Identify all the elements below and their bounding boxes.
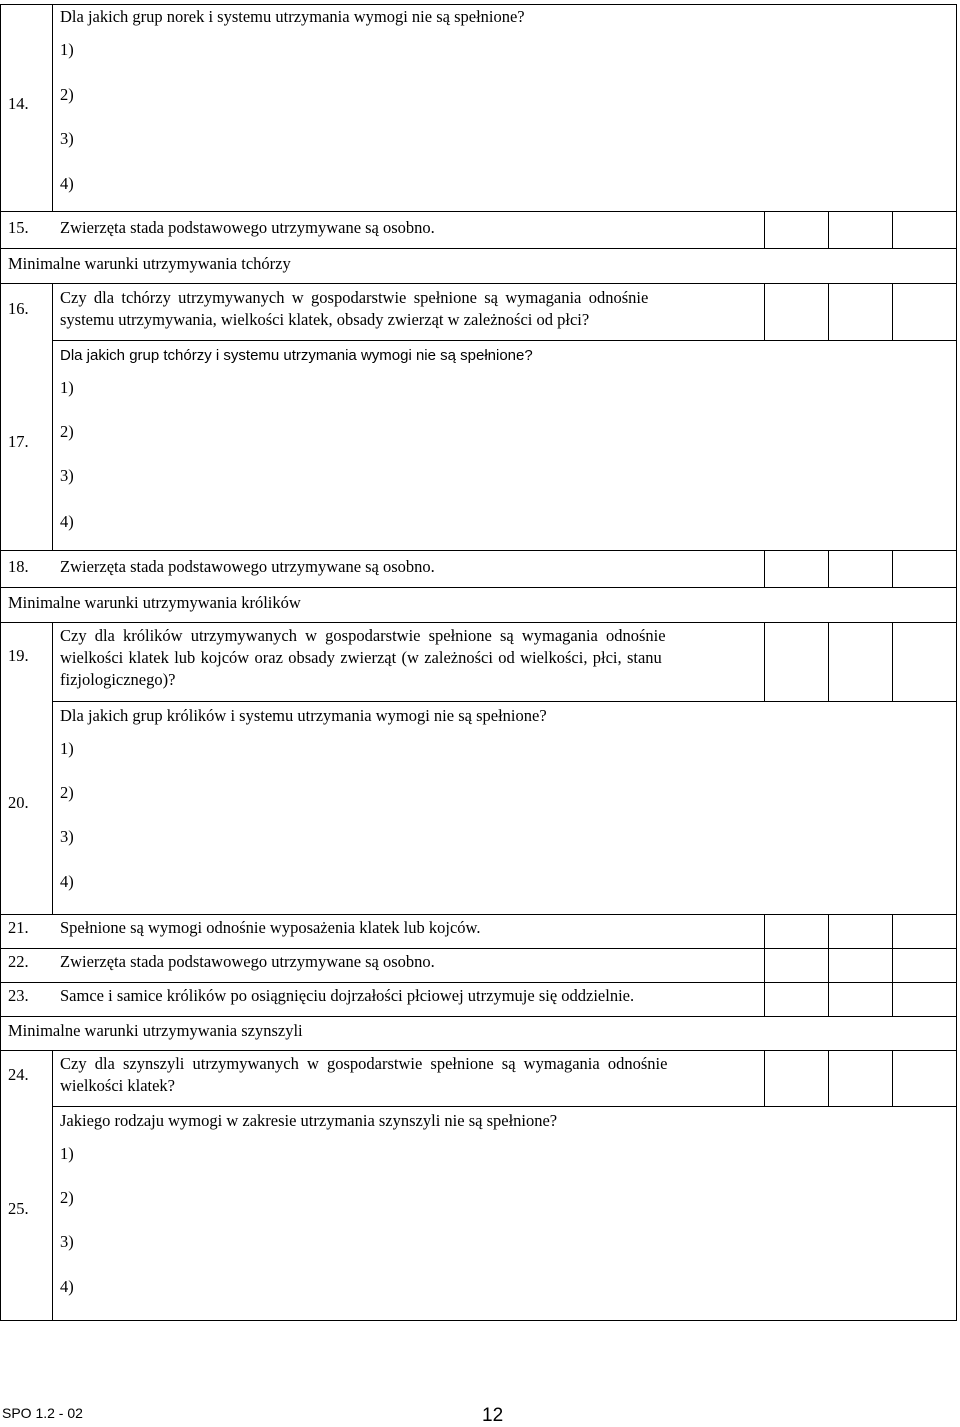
question-19-line-1: Czy dla królików utrzymywanych w gospodarstwie spełnione są wymagania odnośnie	[60, 626, 666, 645]
rule	[0, 1050, 957, 1051]
question-24-line-2: wielkości klatek?	[60, 1076, 176, 1095]
rule	[892, 550, 893, 588]
rule	[0, 4, 1, 1321]
rule	[764, 283, 765, 341]
rule	[764, 1050, 765, 1107]
question-number: 16.	[8, 299, 29, 318]
rule	[764, 340, 957, 341]
rule	[52, 1106, 764, 1107]
rule	[0, 587, 957, 588]
question-number: 14.	[8, 94, 29, 113]
question-22-text: Zwierzęta stada podstawowego utrzymywane są osobno.	[60, 952, 435, 971]
answer-line-2[interactable]: 2)	[60, 85, 74, 104]
rule	[0, 1320, 957, 1321]
question-24-line-1: Czy dla szynszyli utrzymywanych w gospodarstwie spełnione są wymagania odnośnie	[60, 1054, 668, 1073]
question-21-text: Spełnione są wymogi odnośnie wyposażenia klatek lub kojców.	[60, 918, 481, 937]
rule	[828, 1050, 829, 1107]
rule	[0, 211, 957, 212]
answer-line-1[interactable]: 1)	[60, 378, 74, 397]
rule	[764, 211, 765, 249]
answer-line-2[interactable]: 2)	[60, 422, 74, 441]
answer-line-4[interactable]: 4)	[60, 872, 74, 891]
rule	[0, 283, 957, 284]
rule	[892, 622, 893, 702]
rule	[892, 1050, 893, 1107]
rule	[0, 948, 957, 949]
document-code: SPO 1.2 - 02	[2, 1405, 83, 1421]
rule	[892, 211, 893, 249]
rule	[764, 622, 765, 702]
question-18-text: Zwierzęta stada podstawowego utrzymywane są osobno.	[60, 557, 435, 576]
rule	[52, 4, 53, 212]
rule	[0, 914, 957, 915]
rule	[764, 550, 765, 588]
rule	[52, 1050, 53, 1321]
question-17-text: Dla jakich grup tchórzy i systemu utrzymania wymogi nie są spełnione?	[60, 347, 533, 364]
question-number: 17.	[8, 432, 29, 451]
answer-line-3[interactable]: 3)	[60, 1232, 74, 1251]
rule	[52, 701, 764, 702]
question-15-text: Zwierzęta stada podstawowego utrzymywane są osobno.	[60, 218, 435, 237]
rule	[0, 550, 957, 551]
section-heading: Minimalne warunki utrzymywania szynszyli	[8, 1021, 303, 1040]
answer-line-4[interactable]: 4)	[60, 1277, 74, 1296]
answer-line-1[interactable]: 1)	[60, 1144, 74, 1163]
rule	[828, 914, 829, 1017]
rule	[828, 550, 829, 588]
rule	[828, 622, 829, 702]
rule	[0, 1016, 957, 1017]
rule	[52, 622, 53, 915]
question-number: 24.	[8, 1065, 29, 1084]
question-number: 22.	[8, 952, 29, 971]
question-20-text: Dla jakich grup królików i systemu utrzymania wymogi nie są spełnione?	[60, 706, 547, 725]
answer-line-3[interactable]: 3)	[60, 827, 74, 846]
answer-line-1[interactable]: 1)	[60, 40, 74, 59]
rule	[0, 248, 957, 249]
rule	[0, 4, 957, 5]
rule	[52, 340, 764, 341]
question-number: 25.	[8, 1199, 29, 1218]
question-23-text: Samce i samice królików po osiągnięciu dojrzałości płciowej utrzymuje się oddzielnie.	[60, 986, 635, 1005]
rule	[0, 982, 957, 983]
question-14-text: Dla jakich grup norek i systemu utrzymania wymogi nie są spełnione?	[60, 7, 525, 26]
answer-line-4[interactable]: 4)	[60, 174, 74, 193]
answer-line-3[interactable]: 3)	[60, 466, 74, 485]
question-25-text: Jakiego rodzaju wymogi w zakresie utrzymania szynszyli nie są spełnione?	[60, 1111, 558, 1130]
rule	[828, 211, 829, 249]
answer-line-3[interactable]: 3)	[60, 129, 74, 148]
section-heading: Minimalne warunki utrzymywania tchórzy	[8, 254, 291, 273]
rule	[956, 4, 957, 1321]
question-19-line-2: wielkości klatek lub kojców oraz obsady zwierząt (w zależności od wielkości, płci, stanu	[60, 648, 662, 667]
answer-line-1[interactable]: 1)	[60, 739, 74, 758]
page-number: 12	[482, 1405, 504, 1426]
rule	[892, 283, 893, 341]
answer-line-2[interactable]: 2)	[60, 783, 74, 802]
question-16-line-1: Czy dla tchórzy utrzymywanych w gospodarstwie spełnione są wymagania odnośnie	[60, 288, 649, 307]
answer-line-4[interactable]: 4)	[60, 512, 74, 531]
section-heading: Minimalne warunki utrzymywania królików	[8, 593, 301, 612]
rule	[764, 914, 765, 1017]
rule	[0, 622, 957, 623]
question-number: 21.	[8, 918, 29, 937]
question-number: 23.	[8, 986, 29, 1005]
question-number: 15.	[8, 218, 29, 237]
rule	[828, 283, 829, 341]
question-16-line-2: systemu utrzymywania, wielkości klatek, obsady zwierząt w zależności od płci?	[60, 310, 590, 329]
question-19-line-3: fizjologicznego)?	[60, 670, 176, 689]
rule	[764, 701, 957, 702]
question-number: 19.	[8, 646, 29, 665]
rule	[52, 283, 53, 551]
answer-line-2[interactable]: 2)	[60, 1188, 74, 1207]
question-number: 18.	[8, 557, 29, 576]
rule	[892, 914, 893, 1017]
question-number: 20.	[8, 793, 29, 812]
rule	[764, 1106, 957, 1107]
